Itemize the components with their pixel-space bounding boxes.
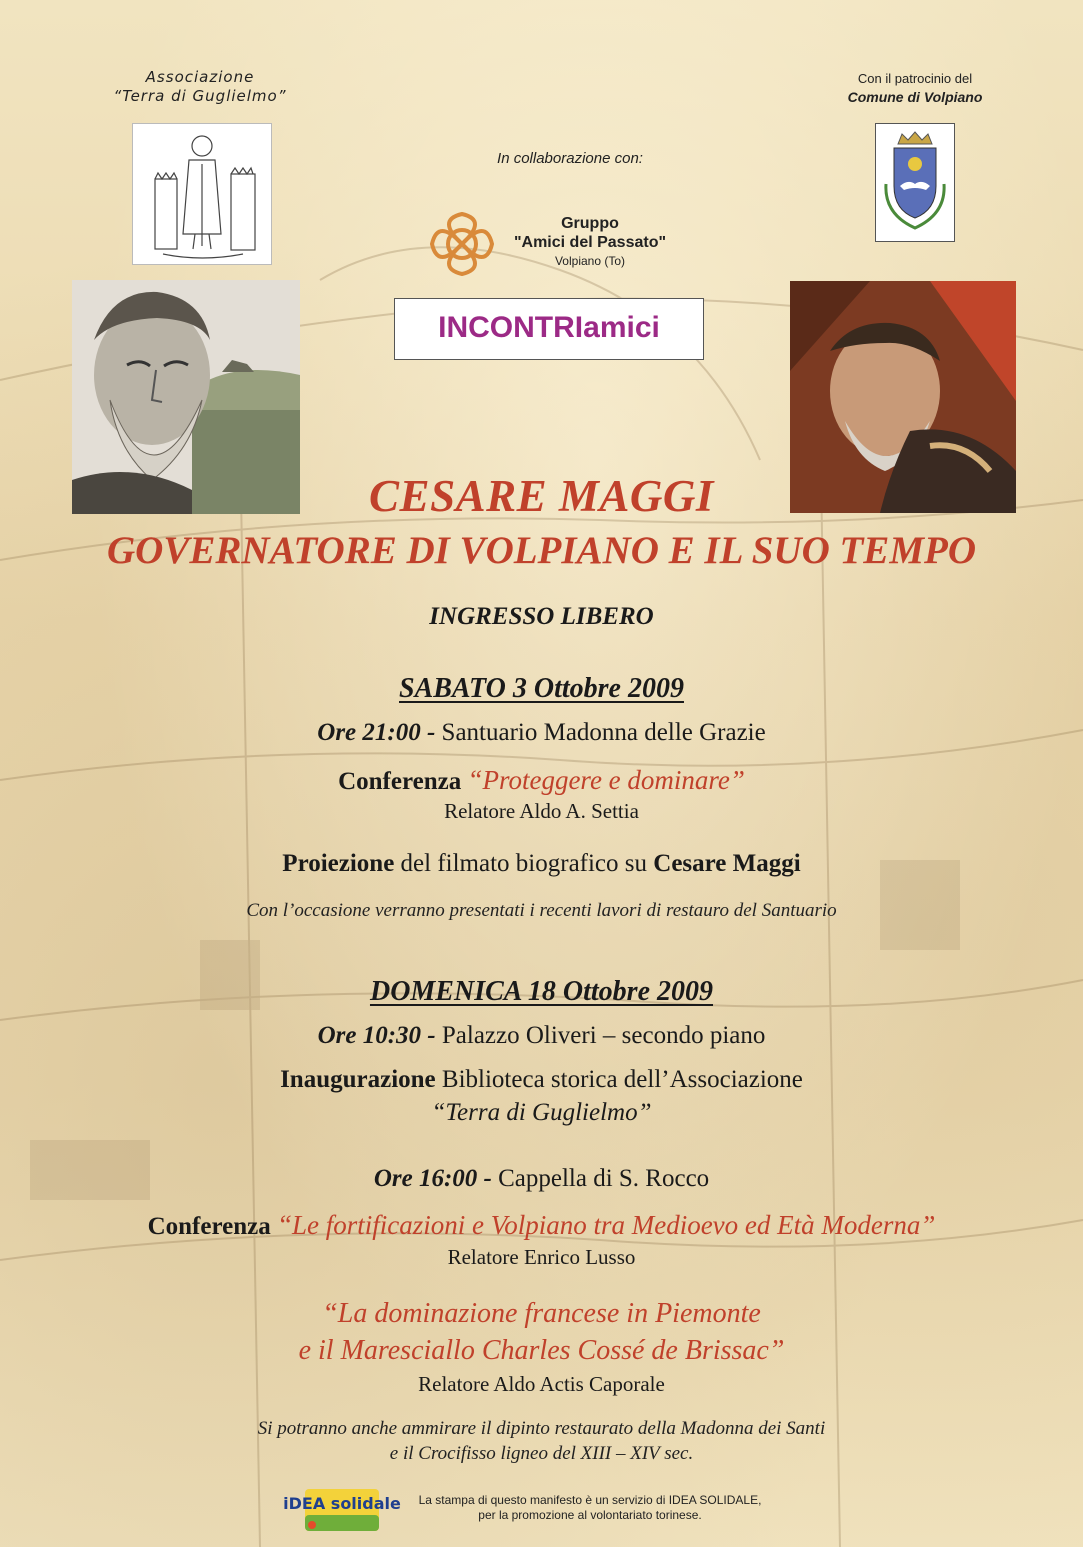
inauguration-text: Biblioteca storica dell’Associazione — [441, 1066, 803, 1093]
main-subtitle: GOVERNATORE DI VOLPIANO E IL SUO TEMPO — [107, 529, 976, 572]
saturday-time-place — [0, 719, 1083, 747]
sunday-inauguration — [0, 1066, 1083, 1094]
collaboration-label: In collaborazione con: — [497, 150, 643, 167]
footer-line2: per la promozione al volontariato torinese. — [478, 1508, 702, 1522]
association-name — [70, 68, 330, 106]
projection-name: Cesare Maggi — [653, 850, 801, 877]
patronage-line1: Con il patrocinio del — [857, 71, 973, 86]
coat-of-arms-icon — [876, 124, 954, 241]
comune-coat-of-arms — [875, 123, 955, 242]
projection-label: Proiezione — [282, 850, 395, 877]
incontriamici-text: INCONTRIamici — [438, 311, 660, 344]
sunday-heading — [0, 976, 1083, 1008]
amici-line2: "Amici del Passato" — [513, 234, 667, 251]
sunday-note-line1: Si potranno anche ammirare il dipinto restaurato della Madonna dei Santi — [257, 1418, 826, 1439]
patronage — [820, 70, 1010, 106]
sunday-time-2: Ore 16:00 - — [373, 1165, 492, 1192]
sunday-note-line2: e il Crocifisso ligneo del XIII – XIV sec. — [389, 1443, 694, 1464]
celtic-knot-icon — [428, 210, 496, 278]
idea-solidale-logo — [283, 1487, 401, 1533]
sunday-time-1: Ore 10:30 - — [317, 1022, 436, 1049]
amici-group-name — [500, 214, 680, 271]
saturday-projection — [0, 850, 1083, 878]
knight-drawing-icon — [133, 124, 271, 264]
sunday-conference-2-line2: e il Maresciallo Charles Cossé de Brissac” — [298, 1335, 785, 1366]
footer-line1: La stampa di questo manifesto è un servizio di IDEA SOLIDALE, — [418, 1493, 762, 1507]
free-entry: INGRESSO LIBERO — [429, 603, 654, 630]
sunday-speaker-1: Relatore Enrico Lusso — [447, 1245, 636, 1269]
patronage-line2: Comune di Volpiano — [847, 89, 983, 105]
association-line1: Associazione — [145, 68, 255, 86]
saturday-conference — [0, 765, 1083, 796]
saturday-note: Con l’occasione verranno presentati i recenti lavori di restauro del Santuario — [246, 900, 837, 921]
projection-text: del filmato biografico su — [400, 850, 648, 877]
amici-knot-logo — [428, 210, 496, 278]
inauguration-name: “Terra di Guglielmo” — [431, 1099, 652, 1126]
saturday-conference-title: “Proteggere e dominare” — [467, 765, 745, 795]
saturday-date: SABATO 3 Ottobre 2009 — [399, 673, 684, 704]
saturday-conference-label: Conferenza — [338, 768, 462, 795]
incontriamici-logo — [394, 298, 704, 360]
idea-solidale-logo-text: iDEA solidale — [283, 1494, 401, 1513]
sunday-conference — [0, 1210, 1083, 1241]
saturday-heading — [0, 673, 1083, 705]
sunday-time-place-1 — [0, 1022, 1083, 1050]
association-logo — [132, 123, 272, 265]
association-line2: “Terra di Guglielmo” — [113, 87, 287, 105]
sunday-place-1: Palazzo Oliveri – secondo piano — [441, 1022, 766, 1049]
saturday-place: Santuario Madonna delle Grazie — [441, 719, 766, 746]
sunday-speaker-2: Relatore Aldo Actis Caporale — [418, 1372, 665, 1396]
inauguration-label: Inaugurazione — [280, 1066, 436, 1093]
main-title: CESARE MAGGI — [369, 471, 714, 521]
sunday-date: DOMENICA 18 Ottobre 2009 — [369, 976, 714, 1007]
amici-line3: Volpiano (To) — [554, 254, 626, 268]
idea-solidale-icon — [283, 1487, 401, 1533]
sunday-conference-label: Conferenza — [147, 1213, 271, 1240]
amici-line1: Gruppo — [561, 215, 619, 232]
footer-text — [395, 1493, 785, 1523]
sunday-conference-2-line1: “La dominazione francese in Piemonte — [322, 1298, 761, 1329]
sunday-time-place-2 — [0, 1165, 1083, 1193]
saturday-speaker: Relatore Aldo A. Settia — [444, 799, 639, 823]
sunday-conference-title: “Le fortificazioni e Volpiano tra Medioevo ed Età Moderna” — [276, 1210, 936, 1240]
sunday-place-2: Cappella di S. Rocco — [498, 1165, 710, 1192]
saturday-time: Ore 21:00 - — [317, 719, 436, 746]
